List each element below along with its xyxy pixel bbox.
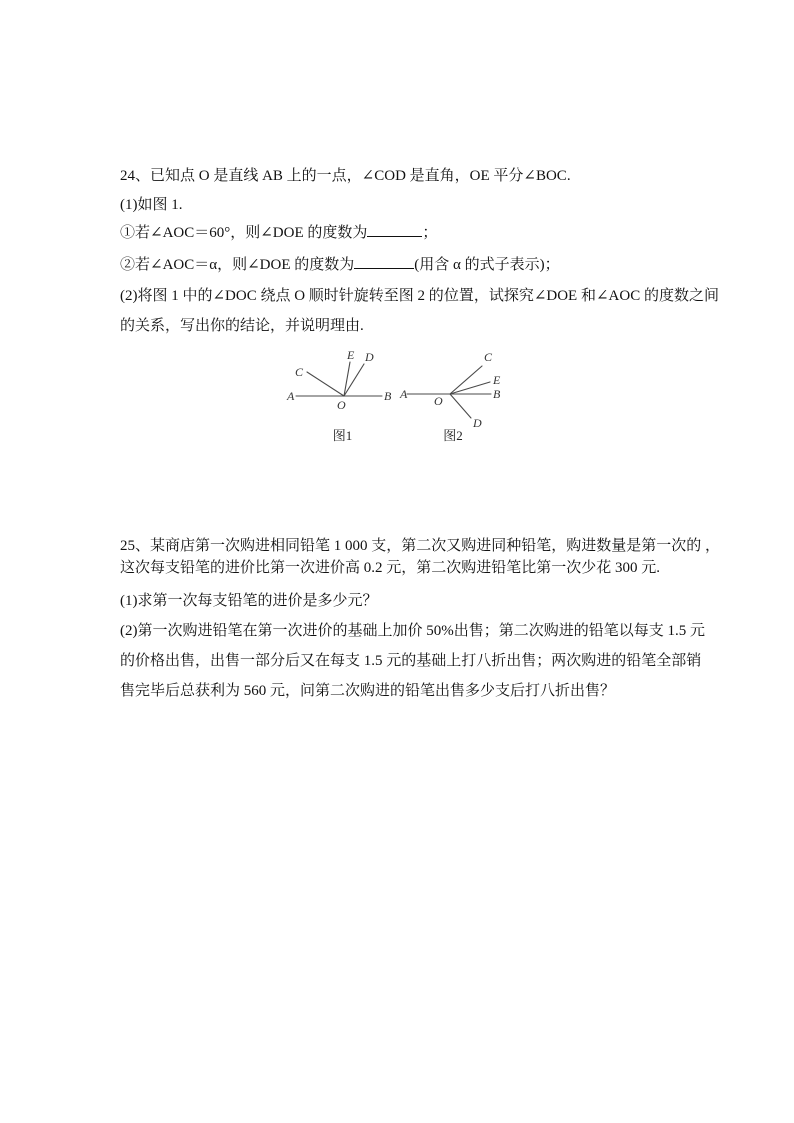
figure-2-point-label-o: O: [434, 394, 443, 408]
problem-24-sub1-text: ①若∠AOC＝60°，则∠DOE 的度数为: [120, 225, 368, 241]
problem-25-part2-line3: 售完毕后总获利为 560 元，问第二次购进的铅笔出售多少支后打八折出售？: [120, 683, 616, 699]
figure-2-point-label-c: C: [484, 350, 493, 364]
figure-2-drawing: [398, 346, 508, 430]
figure-2-point-label-d: D: [473, 416, 482, 430]
figure-1-ray-oc: [307, 372, 344, 396]
figure-1-caption: 图1: [332, 428, 353, 443]
problem-24-intro: 24、已知点 O 是直线 AB 上的一点，∠COD 是直角，OE 平分∠BOC.: [120, 168, 571, 184]
problem-24-sub2-text: ②若∠AOC＝α，则∠DOE 的度数为: [120, 257, 355, 273]
figure-2-ray-oc: [450, 366, 482, 394]
figure-1-point-label-o: O: [337, 398, 346, 412]
problem-24-sub2-suffix: (用含 α 的式子表示)；: [414, 257, 560, 273]
figure-1-point-label-e: E: [347, 348, 355, 362]
figure-1-point-label-a: A: [287, 389, 295, 403]
answer-blank: [367, 221, 422, 237]
problem-25-part2-line1: (2)第一次购进铅笔在第一次进价的基础上加价 50%出售；第二次购进的铅笔以每支 1.5 元: [120, 623, 705, 639]
answer-blank: [354, 253, 414, 269]
figure-2-point-label-e: E: [493, 373, 501, 387]
problem-25-part2-line2: 的价格出售，出售一部分后又在每支 1.5 元的基础上打八折出售；两次购进的铅笔全部销: [120, 653, 702, 669]
figure-2: [398, 346, 508, 446]
figure-2-ray-oe: [450, 382, 490, 394]
problem-25-part2: [120, 616, 720, 706]
problem-25-intro: [120, 535, 720, 579]
figure-1-point-label-b: B: [384, 389, 392, 403]
problem-25-intro-line2: 这次每支铅笔的进价比第一次进价高 0.2 元，第二次购进铅笔比第一次少花 300 元.: [120, 560, 661, 576]
problem-24-part2-line1: (2)将图 1 中的∠DOC 绕点 O 顺时针旋转至图 2 的位置，试探究∠DOE 和∠AOC 的度数之间: [120, 288, 719, 304]
figure-1: [285, 346, 400, 446]
figure-1-drawing: [285, 346, 400, 428]
figure-2-point-label-a: A: [400, 387, 408, 401]
problem-24-part1: (1)如图 1.: [120, 197, 183, 213]
figure-1-point-label-d: D: [365, 350, 374, 364]
problem-25-part1: (1)求第一次每支铅笔的进价是多少元？: [120, 593, 378, 609]
problem-24-sub2: [120, 250, 720, 280]
figure-2-point-label-b: B: [493, 387, 501, 401]
problem-24-sub1: [120, 218, 720, 248]
problem-24-sub1-suffix: ；: [422, 225, 438, 241]
figure-1-point-label-c: C: [295, 365, 304, 379]
figure-2-caption: 图2: [443, 428, 463, 443]
problem-24-part2-line2: 的关系，写出你的结论，并说明理由.: [120, 318, 364, 334]
figure-2-ray-od: [450, 394, 471, 418]
problem-25-intro-line1: 25、某商店第一次购进相同铅笔 1 000 支，第二次又购进同种铅笔，购进数量是第一次的 ，: [120, 538, 721, 554]
problem-24-part2: [120, 281, 720, 341]
